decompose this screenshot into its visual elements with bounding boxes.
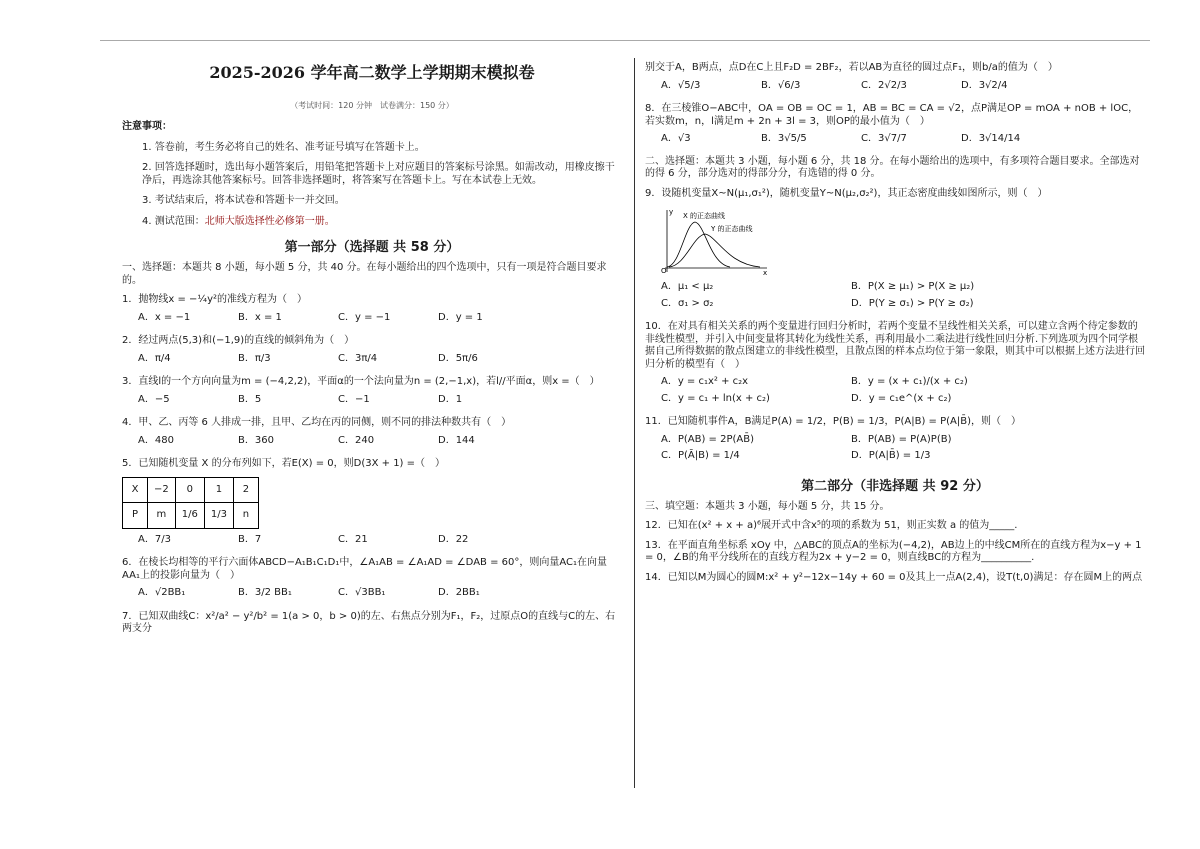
option: D．5π/6 [438,352,478,364]
options-4 [138,435,622,452]
question-7-cont: 别交于A，B两点，点D在C上且F₂D = 2BF₂，若以AB为直径的圆过点F₁，则b/a的值为（ ） [645,62,1058,73]
part2-heading: 第二部分（非选择题 共 92 分） [801,478,989,494]
question-6: 6．在棱长均相等的平行六面体ABCD−A₁B₁C₁D₁中，∠A₁AB = ∠A₁AD = ∠DAB = 60°，则向量AC₁在向量AA₁上的投影向量为（ ） [122,557,608,581]
option: C．240 [338,434,375,446]
option: D．2BB₁ [438,587,480,599]
option: A．√3 [661,133,691,144]
option: C．P(Ā|B) = 1/4 [661,450,740,461]
question-3: 3．直线l的一个方向向量为m = (−4,2,2)，平面α的一个法向量为n = (2,−1,x)，若l//平面α，则x =（ ） [122,376,600,388]
option: A．−5 [138,393,170,405]
part1-desc: 一、选择题：本题共 8 小题，每小题 5 分，共 40 分。在每小题给出的四个选项中，只有一项是符合题目要求的。 [122,262,607,286]
question-9: 9．设随机变量X~N(μ₁,σ₁²)，随机变量Y~N(μ₂,σ₂²)，其正态密度曲线如图所示，则（ ） [645,187,1048,199]
option: B．3/2 BB₁ [238,587,292,599]
option: D．1 [438,393,463,405]
normal-curves-figure [655,206,770,276]
part1-heading: 第一部分（选择题 共 58 分） [284,240,460,255]
y-axis-label: y [669,208,674,216]
question-1: 1．抛物线x = −¼y²的准线方程为（ ） [122,294,308,306]
table-cell: 1 [204,477,233,503]
option: C．σ₁ > σ₂ [661,297,714,309]
option: A．y = c₁x² + c₂x [661,376,749,387]
option: A．x = −1 [138,311,191,323]
y-normal-curve [669,234,760,267]
question-4: 4．甲、乙、丙等 6 人排成一排，且甲、乙均在丙的同侧，则不同的排法种数共有（ ） [122,417,512,429]
table-cell: P [123,503,148,529]
question-2: 2．经过两点(5,3)和(−1,9)的直线的倾斜角为（ ） [122,335,355,347]
table-cell: 1/3 [204,503,233,529]
option: B．5 [238,393,262,405]
table-cell: −2 [148,477,176,503]
option: C．y = c₁ + ln(x + c₂) [661,392,770,404]
question-10: 10．在对具有相关关系的两个变量进行回归分析时，若两个变量不呈线性相关关系，可以建立含两个待定参数的非线性模型，并引入中间变量将其转化为线性关系，再利用最小二乘法进行线性回归分析.下列选项为四个同学根据自己所得数据的散点图建立的非线性模型，且散点图的样本点均位于第一象限，则其中可以根据上述方法进行回归分析的模型有（ ） [645,321,1145,370]
option: B．P(AB) = P(A)P(B) [851,433,952,445]
option: C．y = −1 [338,311,391,323]
question-5: 5．已知随机变量 X 的分布列如下，若E(X) = 0，则D(3X + 1) =（ ） [122,458,446,470]
note-scope-emph: 北师大版选择性必修第一册。 [204,215,335,227]
x-axis-label: x [763,269,768,276]
options-3 [138,394,622,411]
left-column [122,60,622,636]
option: C．−1 [338,393,370,405]
option: D．3√2/4 [961,79,1008,91]
table-cell: n [233,503,258,529]
table-cell: X [123,477,148,503]
y-curve-label: Y 的正态曲线 [711,225,753,233]
option: D．22 [438,533,469,545]
option: B．√6/3 [761,79,801,91]
options-2 [138,353,622,370]
question-7: 7．已知双曲线C：x²/a² − y²/b² = 1(a > 0，b > 0)的左、右焦点分别为F₁，F₂，过原点O的直线与C的左、右两支分 [122,610,616,635]
option: B．π/3 [238,352,271,364]
options-7 [661,80,1145,97]
option: A．√5/3 [661,79,701,91]
option: A．480 [138,434,174,446]
option: B．360 [238,434,274,446]
option: D．144 [438,434,475,446]
table-cell: 1/6 [175,503,204,529]
question-12: 12．已知在(x² + x + a)⁶展开式中含x⁵的项的系数为 51，则正实数 a 的值为_____. [645,520,1018,532]
note-item: 1. 答卷前，考生务必将自己的姓名、准考证号填写在答题卡上。 [142,141,425,153]
exam-title: 2025-2026 学年高二数学上学期期末模拟卷 [209,63,535,82]
option: B．7 [238,533,262,545]
option: C．21 [338,533,368,545]
question-11: 11．已知随机事件A，B满足P(A) = 1/2，P(B) = 1/3，P(A|B) = P(A|B̄)，则（ ） [645,416,1021,427]
note-item: 3. 考试结束后，将本试卷和答题卡一并交回。 [142,195,345,206]
question-8: 8．在三棱锥O−ABC中，OA = OB = OC = 1，AB = BC = CA = √2，点P满足OP = mOA + nOB + lOC，若实数m，n，l满足m + 2n + 3l = 3，则OP的最小值为（ ） [645,103,1139,127]
exam-subtitle: （考试时间：120 分钟 试卷满分：150 分） [290,101,454,110]
options-10 [661,376,1145,409]
distribution-table [122,477,259,529]
options-5 [138,534,622,551]
option: D．P(Y ≥ σ₁) > P(Y ≥ σ₂) [851,297,974,309]
option: D．3√14/14 [961,133,1021,144]
options-9 [661,281,1145,314]
origin-label: O [661,267,667,275]
x-curve-label: X 的正态曲线 [683,212,726,220]
options-11 [661,434,1145,467]
option: C．3π/4 [338,352,378,364]
option: A．π/4 [138,352,171,364]
note-item: 2. 回答选择题时，选出每小题答案后，用铅笔把答题卡上对应题目的答案标号涂黑。如需改动，用橡皮擦干净后，再选涂其他答案标号。回答非选择题时，将答案写在答题卡上。写在本试卷上无效。 [142,162,615,186]
option: D．P(A|B̄) = 1/3 [851,450,931,461]
right-column [645,62,1145,584]
option: B．3√5/5 [761,133,807,144]
option: A．7/3 [138,533,171,545]
option: B．y = (x + c₁)/(x + c₂) [851,376,968,387]
normal-curves-svg [655,206,770,276]
table-row [123,503,259,529]
option: C．√3BB₁ [338,587,386,599]
column-divider [634,58,635,788]
option: B．x = 1 [238,311,282,323]
table-cell: 0 [175,477,204,503]
option: A．μ₁ < μ₂ [661,281,714,292]
option: C．2√2/3 [861,79,907,91]
option: D．y = c₁e^(x + c₂) [851,392,952,404]
part2-desc: 三、填空题：本题共 3 小题，每小题 5 分，共 15 分。 [645,500,890,512]
table-cell: 2 [233,477,258,503]
options-1 [138,312,622,329]
note-item [142,216,622,229]
option: D．y = 1 [438,311,483,323]
part1-multi-desc: 二、选择题：本题共 3 小题，每小题 6 分，共 18 分。在每小题给出的选项中，有多项符合题目要求。全部选对的得 6 分，部分选对的得部分分，有选错的得 0 分。 [645,155,1140,179]
options-6 [138,587,622,604]
table-row [123,477,259,503]
question-14: 14．已知以M为圆心的圆M:x² + y²−12x−14y + 60 = 0及其上一点A(2,4)，设T(t,0)满足：存在圆M上的两点 [645,571,1143,583]
options-8 [661,133,1145,150]
note-scope-label: 4. 测试范围： [142,215,205,227]
option: B．P(X ≥ μ₁) > P(X ≥ μ₂) [851,281,975,292]
option: A．√2BB₁ [138,587,186,599]
question-13: 13．在平面直角坐标系 xOy 中，△ABC的顶点A的坐标为(−4,2)，AB边上的中线CM所在的直线方程为x−y + 1 = 0，∠B的角平分线所在的直线方程为2x + y−2 = 0，则直线BC的方程为__________. [645,539,1142,564]
option: C．3√7/7 [861,133,907,144]
table-cell: m [148,503,176,529]
notes-title: 注意事项： [122,121,172,132]
option: A．P(AB) = 2P(AB̄) [661,433,755,445]
